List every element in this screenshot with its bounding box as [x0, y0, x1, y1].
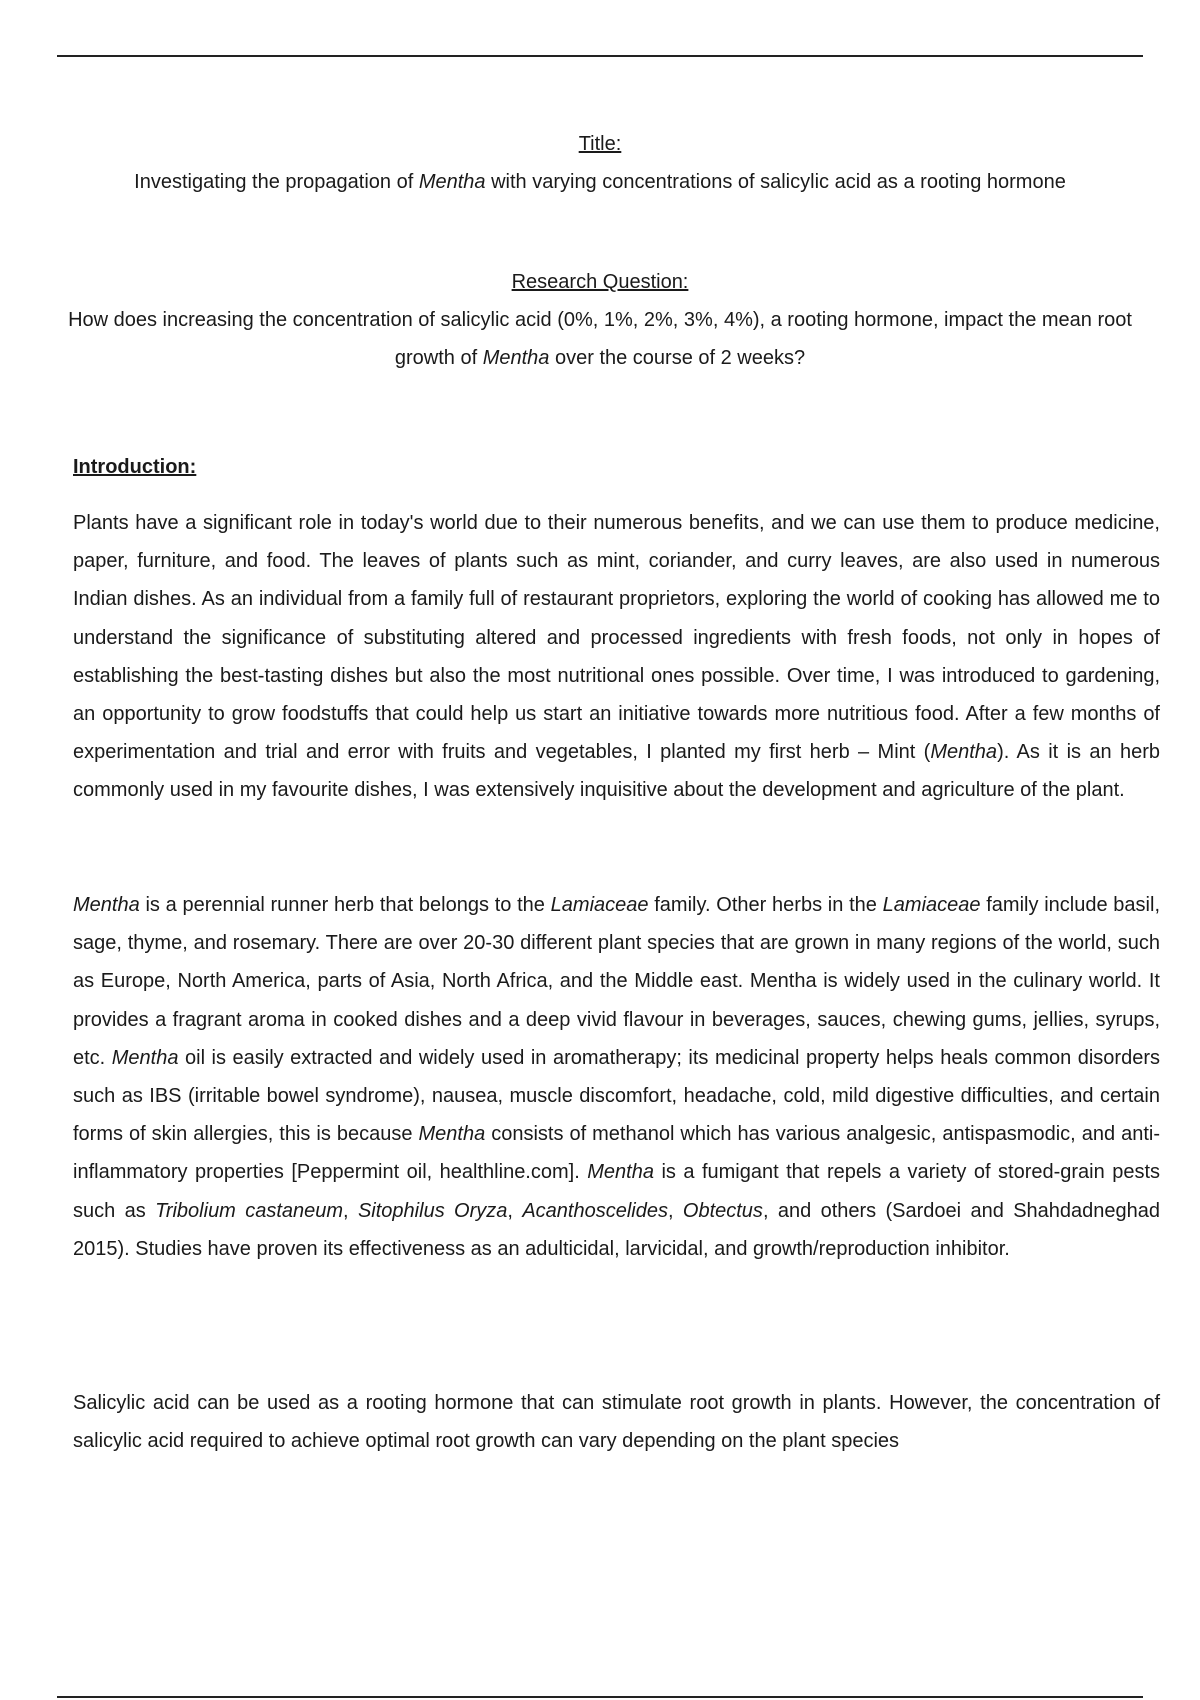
footer-rule [57, 1696, 1143, 1698]
italic-run: Sitophilus Oryza [357, 1199, 508, 1222]
title-text-genus: Mentha [418, 171, 486, 193]
introduction-paragraph-3: Salicylic acid can be used as a rooting hormone that can stimulate root growth in plants. However, the concentration of salicylic acid required to achieve optimal root growth can vary depending on the plant species [73, 1392, 1160, 1453]
title-block [57, 125, 1143, 201]
rq-text-part: over the course of 2 weeks? [549, 347, 806, 369]
text-run: ). As it is an herb commonly used in my favourite dishes, I was extensively inquisitive about the development and agriculture of the plant. [73, 741, 1160, 802]
rq-text-genus: Mentha [482, 347, 550, 369]
italic-run: Lamiaceae [550, 894, 649, 916]
text-run: family. Other herbs in the [648, 894, 883, 916]
text-run: family include basil, sage, thyme, and rosemary. There are over 20-30 different plant species that are grown in many regions of the world, such as Europe, North America, parts of Asia, North Africa, and the Middle east. Mentha is widely used in the culinary world. It provides a fragrant aroma in cooked dishes and a deep vivid flavour in beverages, sauces, chewing gums, jellies, syrups, etc. [73, 894, 1161, 1069]
text-run: is a perennial runner herb that belongs to the [139, 894, 551, 916]
italic-run: Obtectus [682, 1199, 763, 1222]
introduction-paragraph-1 [73, 504, 1160, 810]
italic-run: Lamiaceae [882, 894, 981, 916]
title-text [57, 163, 1143, 201]
italic-run: Mentha [111, 1046, 179, 1069]
text-run: consists of methanol which has various analgesic, antispasmodic, and anti-inflammatory properties [Peppermint oil, healthline.com]. [73, 1123, 1160, 1184]
rq-text-part: How does increasing the concentration of salicylic acid (0%, 1%, 2%, 3%, 4%), a rooting hormone, impact the mean root growth of [68, 309, 1132, 369]
italic-run: Mentha [587, 1161, 654, 1184]
research-question-heading: Research Question: [511, 271, 689, 293]
introduction-paragraph-2 [73, 886, 1160, 1268]
italic-run: Acanthoscelides [522, 1199, 668, 1222]
text-run: , [507, 1199, 523, 1222]
title-heading: Title: [578, 133, 622, 155]
italic-run: Tribolium castaneum [155, 1199, 344, 1222]
research-question-block [57, 263, 1143, 377]
research-question-text [57, 301, 1143, 377]
text-run: , [343, 1199, 358, 1222]
text-run: , [667, 1199, 683, 1222]
text-run: is a fumigant that repels a variety of stored-grain pests such as [73, 1161, 1161, 1222]
introduction-heading: Introduction: [73, 456, 197, 478]
italic-run: Mentha [418, 1123, 486, 1146]
italic-run: Mentha [73, 894, 140, 916]
text-run: Plants have a significant role in today's world due to their numerous benefits, and we can use them to produce medicine, paper, furniture, and food. The leaves of plants such as mint, coriander, and curry leaves, are also used in numerous Indian dishes. As an individual from a family full of restaurant proprietors, exploring the world of cooking has allowed me to understand the significance of substituting altered and processed ingredients with fresh foods, not only in hopes of establishing the best-tasting dishes but also the most nutritional ones possible. Over time, I was introduced to gardening, an opportunity to grow foodstuffs that could help us start an initiative towards more nutritious food. After a few months of experimentation and trial and error with fruits and vegetables, I planted my first herb – Mint ( [73, 512, 1160, 764]
text-run: , and others (Sardoei and Shahdadneghad 2015). Studies have proven its effectiveness as an adulticidal, larvicidal, and growth/reproduction inhibitor. [73, 1199, 1161, 1260]
header-rule [57, 55, 1143, 57]
title-text-part: Investigating the propagation of [134, 171, 419, 193]
text-run: oil is easily extracted and widely used in aromatherapy; its medicinal property helps heals common disorders such as IBS (irritable bowel syndrome), nausea, muscle discomfort, headache, cold, mild digestive difficulties, and certain forms of skin allergies, this is because [73, 1046, 1160, 1146]
italic-run: Mentha [930, 741, 998, 764]
title-text-part: with varying concentrations of salicylic acid as a rooting hormone [485, 171, 1066, 193]
